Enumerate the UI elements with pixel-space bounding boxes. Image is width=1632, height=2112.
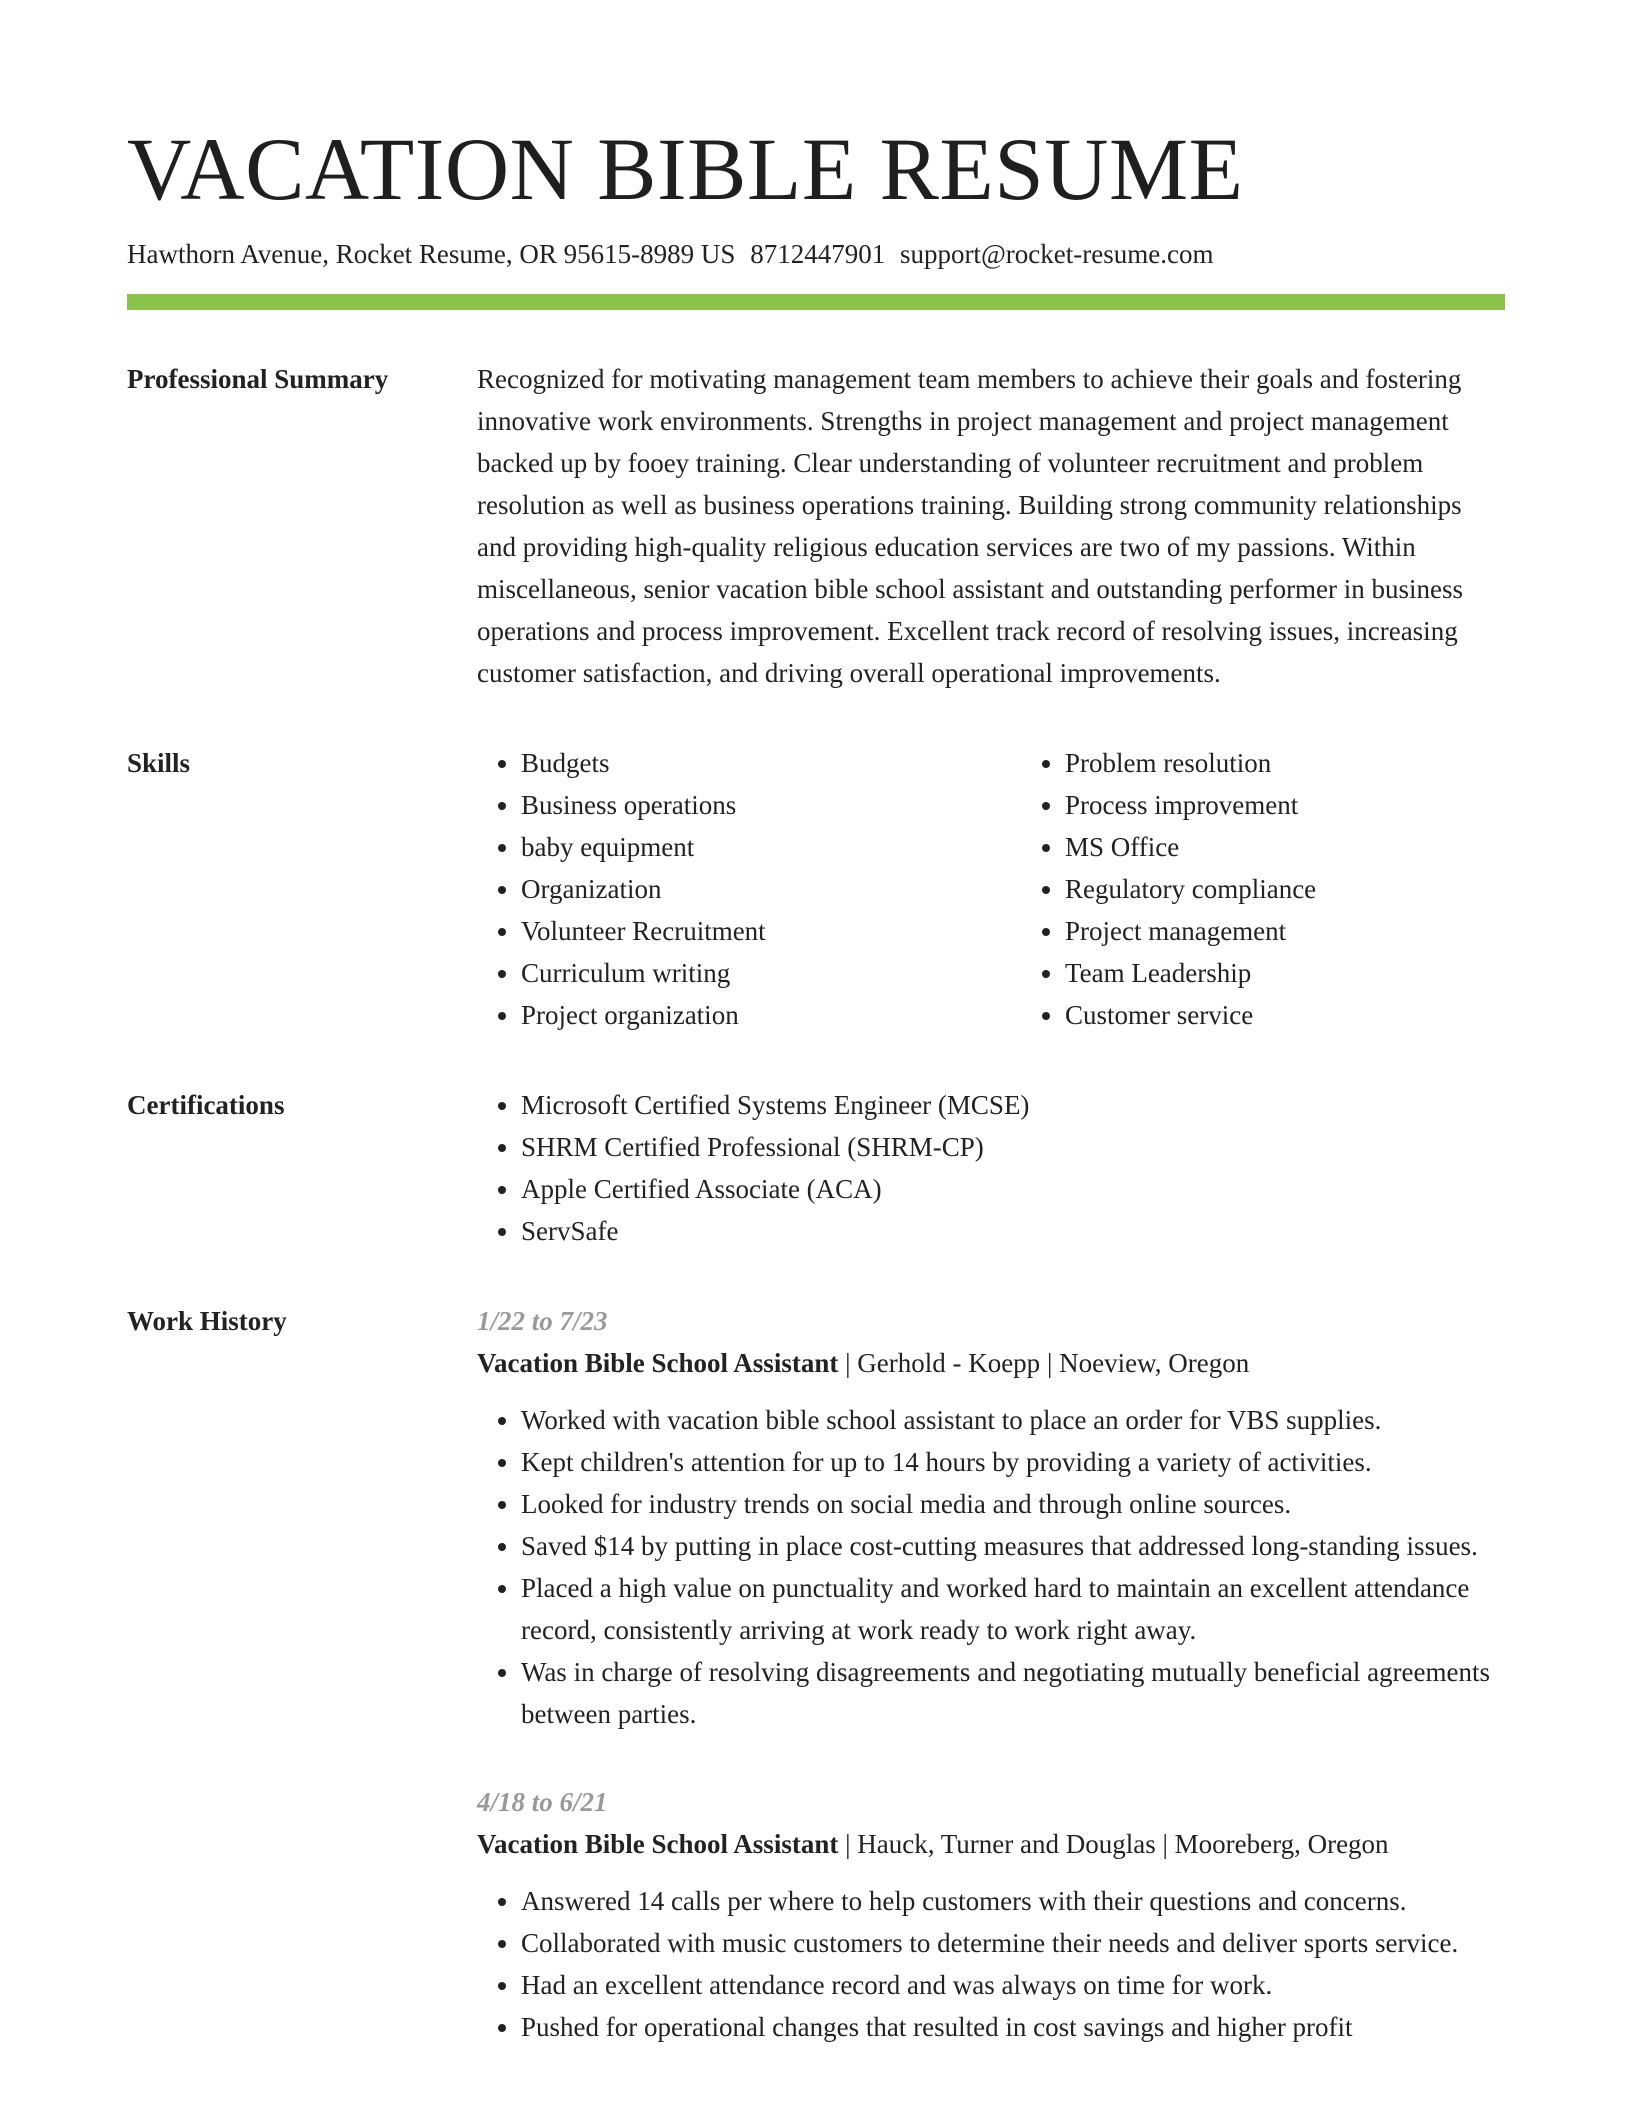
skill-item: • Project organization	[521, 994, 1021, 1036]
skill-item: • Problem resolution	[1065, 742, 1565, 784]
section-label-skills: Skills	[127, 748, 191, 778]
certification-item: • SHRM Certified Professional (SHRM-CP)	[521, 1126, 1505, 1168]
skills-section	[127, 742, 1505, 1036]
summary-text: Recognized for motivating management team members to achieve their goals and fostering innovative work environments. Strengths in project management and project management backed up by fooey training. Clear understanding of volunteer recruitment and problem resolution as well as business operations training. Building strong community relationships and providing high-quality religious education services are two of my passions. Within miscellaneous, senior vacation bible school assistant and outstanding performer in business operations and process improvement. Excellent track record of resolving issues, increasing customer satisfaction, and driving overall operational improvements.	[477, 364, 1464, 688]
section-label-summary: Professional Summary	[127, 364, 389, 394]
job-location: Mooreberg, Oregon	[1174, 1829, 1389, 1859]
job-dates: 4/18 to 6/21	[477, 1787, 608, 1817]
certification-item: • Microsoft Certified Systems Engineer (MCSE)	[521, 1084, 1505, 1126]
skills-list-left	[477, 742, 1021, 1036]
job-bullet: • Had an excellent attendance record and was always on time for work.	[521, 1964, 1505, 2006]
contact-line	[127, 236, 1505, 272]
job-bullet: • Saved $14 by putting in place cost-cutting measures that addressed long-standing issues.	[521, 1525, 1505, 1567]
job-bullet: • Pushed for operational changes that resulted in cost savings and higher profit	[521, 2006, 1505, 2048]
certifications-list	[477, 1084, 1505, 1252]
job-title: Vacation Bible School Assistant	[477, 1348, 839, 1378]
skill-item: • Budgets	[521, 742, 1021, 784]
resume-title: VACATION BIBLE RESUME	[127, 121, 1244, 219]
job-bullet: • Placed a high value on punctuality and worked hard to maintain an excellent attendance record, consistently arriving at work ready to work right away.	[521, 1567, 1505, 1651]
certification-item: • Apple Certified Associate (ACA)	[521, 1168, 1505, 1210]
job-bullet: • Was in charge of resolving disagreements and negotiating mutually beneficial agreements between parties.	[521, 1651, 1505, 1735]
job-bullets	[477, 1880, 1505, 2048]
contact-email: support@rocket-resume.com	[899, 239, 1214, 269]
job-bullets	[477, 1399, 1505, 1735]
job-bullet: • Worked with vacation bible school assistant to place an order for VBS supplies.	[521, 1399, 1505, 1441]
certification-item: • ServSafe	[521, 1210, 1505, 1252]
job-employer: Hauck, Turner and Douglas	[857, 1829, 1156, 1859]
skill-item: • Organization	[521, 868, 1021, 910]
skill-item: • baby equipment	[521, 826, 1021, 868]
job-entry	[477, 1781, 1505, 2048]
skill-item: • Volunteer Recruitment	[521, 910, 1021, 952]
header-divider	[127, 294, 1505, 310]
skill-item: • Curriculum writing	[521, 952, 1021, 994]
job-employer: Gerhold - Koepp	[857, 1348, 1041, 1378]
job-heading: Vacation Bible School Assistant | Hauck, Turner and Douglas | Mooreberg, Oregon	[477, 1829, 1389, 1859]
skill-item: • Regulatory compliance	[1065, 868, 1565, 910]
contact-address: Hawthorn Avenue, Rocket Resume, OR 95615-8989 US	[127, 239, 736, 269]
skill-item: • MS Office	[1065, 826, 1565, 868]
job-bullet: • Collaborated with music customers to determine their needs and deliver sports service.	[521, 1922, 1505, 1964]
job-bullet: • Answered 14 calls per where to help customers with their questions and concerns.	[521, 1880, 1505, 1922]
contact-phone: 8712447901	[750, 239, 886, 269]
job-title: Vacation Bible School Assistant	[477, 1829, 839, 1859]
section-label-work-history: Work History	[127, 1306, 287, 1336]
job-heading: Vacation Bible School Assistant | Gerhold - Koepp | Noeview, Oregon	[477, 1348, 1250, 1378]
skill-item: • Process improvement	[1065, 784, 1565, 826]
job-bullet: • Kept children's attention for up to 14 hours by providing a variety of activities.	[521, 1441, 1505, 1483]
work-history-section	[127, 1300, 1505, 2048]
job-location: Noeview, Oregon	[1059, 1348, 1250, 1378]
summary-section	[127, 358, 1505, 694]
skills-list-right	[1021, 742, 1565, 1036]
skill-item: • Customer service	[1065, 994, 1565, 1036]
job-entry	[477, 1300, 1505, 1735]
section-label-certifications: Certifications	[127, 1090, 285, 1120]
job-bullet: • Looked for industry trends on social media and through online sources.	[521, 1483, 1505, 1525]
skill-item: • Team Leadership	[1065, 952, 1565, 994]
skill-item: • Project management	[1065, 910, 1565, 952]
skill-item: • Business operations	[521, 784, 1021, 826]
certifications-section	[127, 1084, 1505, 1252]
job-dates: 1/22 to 7/23	[477, 1306, 608, 1336]
